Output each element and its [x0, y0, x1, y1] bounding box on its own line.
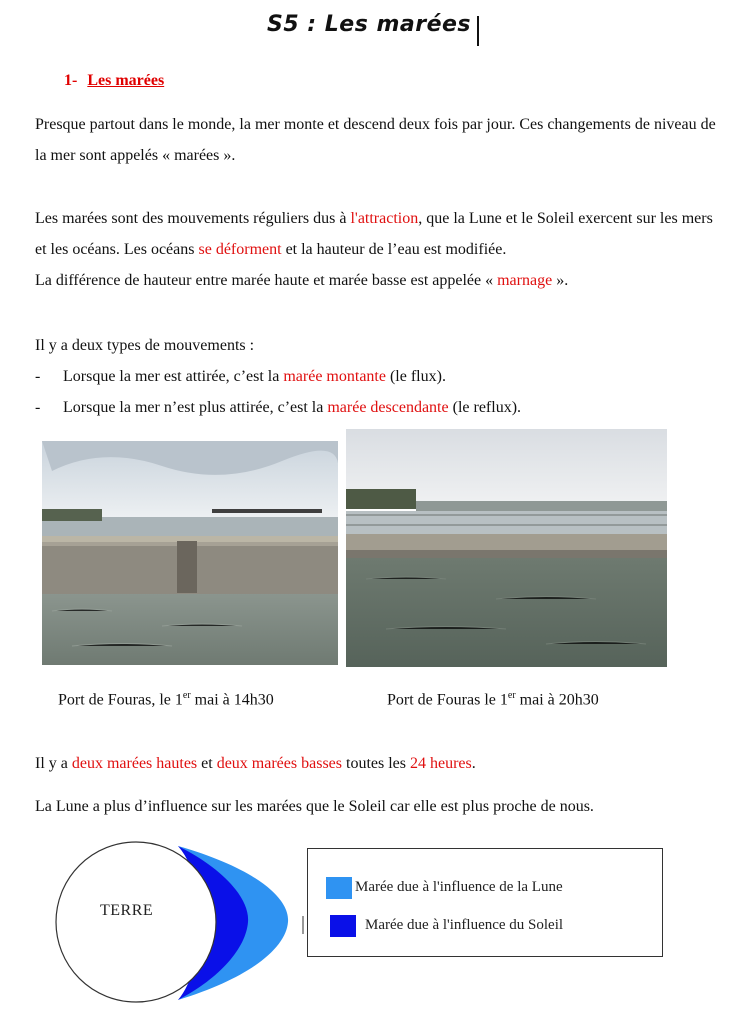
page-title: S5 : Les marées: [266, 12, 472, 37]
text: Port de Fouras, le 1: [58, 691, 183, 709]
text: (le reflux).: [448, 399, 522, 416]
legend-label-moon: Marée due à l'influence de la Lune: [355, 879, 563, 895]
photo-port-high-tide-illustration: [42, 441, 338, 665]
bullet-item: [35, 361, 446, 392]
highlight-maree-descendante: marée descendante: [327, 399, 449, 416]
text: et la hauteur de l’eau est modifiée.: [281, 241, 507, 258]
earth-label: TERRE: [100, 902, 154, 919]
text: Lorsque la mer n’est plus attirée, c’est la: [63, 399, 328, 416]
photo-port-low-tide: [346, 429, 667, 667]
highlight-maree-montante: marée montante: [283, 368, 386, 385]
text: Il y a: [35, 755, 72, 772]
paragraph-tide-frequency: [35, 748, 725, 779]
section-heading: [64, 72, 164, 90]
highlight-24-heures: 24 heures: [410, 755, 472, 772]
bullet-dash: -: [35, 368, 41, 385]
text: , que la Lune et le Soleil exercent sur les mers et les océans. Les océans: [35, 210, 713, 258]
legend-swatch-sun: [330, 915, 356, 937]
section-label: Les marées: [87, 72, 165, 89]
superscript: er: [182, 690, 191, 701]
caption-photo-1: [58, 690, 274, 709]
paragraph-marnage: [35, 265, 725, 296]
caption-photo-2: [387, 690, 599, 709]
text: mai à 20h30: [515, 691, 599, 709]
paragraph-movements: Il y a deux types de mouvements :: [35, 337, 255, 354]
highlight-deforment: se déforment: [198, 241, 282, 258]
highlight-marnage: marnage: [497, 272, 553, 289]
text: .: [471, 755, 476, 772]
text: toutes les: [342, 755, 410, 772]
highlight-attraction: l'attraction: [350, 210, 419, 227]
text: Port de Fouras le 1: [387, 691, 508, 709]
text: et: [197, 755, 217, 772]
text: ».: [552, 272, 569, 289]
highlight-deux-marees-hautes: deux marées hautes: [71, 755, 198, 772]
highlight-deux-marees-basses: deux marées basses: [216, 755, 342, 772]
paragraph-intro: Presque partout dans le monde, la mer monte et descend deux fois par jour. Ces changements de niveau de la mer sont appelés « marées ».: [35, 116, 716, 164]
earth-circle: [56, 842, 216, 1002]
superscript: er: [507, 690, 516, 701]
legend-swatch-moon: [326, 877, 352, 899]
photo-port-low-tide-illustration: [346, 429, 667, 667]
legend-label-sun: Marée due à l'influence du Soleil: [365, 917, 564, 933]
text: (le flux).: [385, 368, 446, 385]
text: Les marées sont des mouvements réguliers dus à: [35, 210, 351, 227]
paragraph-attraction: [35, 203, 725, 265]
bullet-item: [35, 392, 521, 423]
earth-tide-diagram: [50, 838, 310, 1006]
diagram-legend: [307, 848, 663, 957]
section-number: 1-: [64, 72, 78, 89]
bullet-dash: -: [35, 399, 41, 416]
text: Lorsque la mer est attirée, c’est la: [63, 368, 284, 385]
text-cursor: [477, 16, 479, 46]
text: La différence de hauteur entre marée haute et marée basse est appelée «: [35, 272, 498, 289]
photo-port-high-tide: [42, 441, 338, 665]
paragraph-moon-influence: La Lune a plus d’influence sur les marées que le Soleil car elle est plus proche de nous.: [35, 798, 594, 815]
text: mai à 14h30: [190, 691, 274, 709]
